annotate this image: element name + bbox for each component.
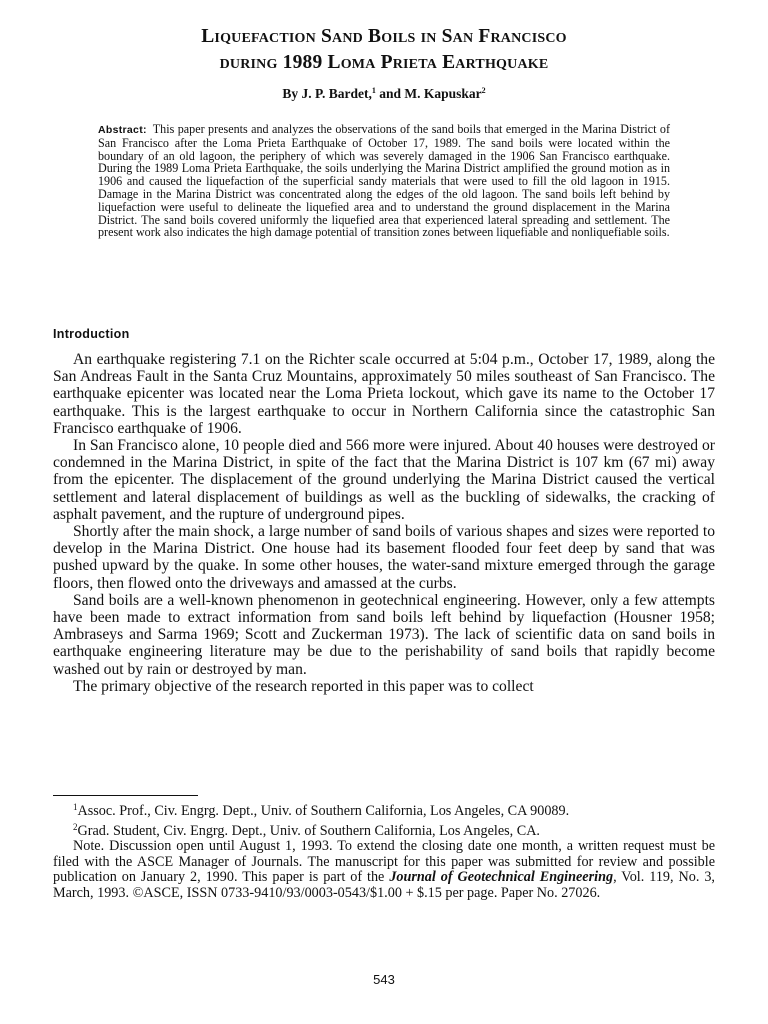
author-1-footnote-mark: 1 xyxy=(371,86,376,95)
title-line-2: during 1989 Loma Prieta Earthquake xyxy=(219,52,549,73)
abstract-label: Abstract: xyxy=(98,124,147,136)
footnote-2-mark: 2 xyxy=(73,821,78,832)
publication-note-details: , Vol. 119, No. 3, March, 1993. ©ASCE, ISSN 0733-9410/93/0003-0543/$1.00 + $.15 per page. Paper No. 27026. xyxy=(53,869,715,901)
body-paragraph: In San Francisco alone, 10 people died and 566 more were injured. About 40 houses were destroyed or condemned in the Marina District, in spite of the fact that the Marina District is 107 km (67 mi) away from the epicenter. The displacement of the ground underlying the Marina District caused the vertical settlement and lateral displacement of buildings as well as the buckling of sidewalks, the cracking of asphalt pavement, and the rupture of underground pipes. xyxy=(53,437,715,523)
footnote-1-text: Assoc. Prof., Civ. Engrg. Dept., Univ. of Southern California, Los Angeles, CA 90089. xyxy=(77,803,570,819)
body-paragraph: The primary objective of the research reported in this paper was to collect xyxy=(73,677,534,695)
body-paragraph: An earthquake registering 7.1 on the Richter scale occurred at 5:04 p.m., October 17, 1989, along the San Andreas Fault in the Santa Cruz Mountains, approximately 50 miles southeast of San Francisco. The earthquake epicenter was located near the Loma Prieta lockout, which gave its name to the October 17 earthquake. This is the largest earthquake to occur in Northern California since the catastrophic San Francisco earthquake of 1906. xyxy=(53,351,715,437)
author-1-name: By J. P. Bardet, xyxy=(282,86,372,101)
author-2-footnote-mark: 2 xyxy=(481,86,486,95)
title-line-1: Liquefaction Sand Boils in San Francisco xyxy=(201,26,567,47)
abstract-text: This paper presents and analyzes the observations of the sand boils that emerged in the Marina District of San Francisco after the Loma Prieta Earthquake of October 17, 1989. The sand boils were located within the boundary of an old lagoon, the periphery of which was severely damaged in the 1906 San Francisco earthquake. During the 1989 Loma Prieta Earthquake, the soils underlying the Marina District amplified the ground motion as in 1906 and caused the liquefaction of the superficial sandy materials that were used to fill the old lagoon in 1915. Damage in the Marina District was concentrated along the edges of the old lagoon. The sand boils left behind by liquefaction were useful to delineate the liquefied area and to understand the ground displacement in the Marina District. The sand boils covered uniformly the liquefied area that experienced lateral spreading and settlement. The present work also indicates the high damage potential of transition zones between liquefiable and nonliquefiable soils. xyxy=(98,122,670,240)
author-2-name: and M. Kapuskar xyxy=(375,86,482,101)
footnote-1 xyxy=(53,800,715,820)
page-number: 543 xyxy=(373,972,395,987)
journal-name: Journal of Geotechnical Engineering xyxy=(389,869,614,886)
footnotes xyxy=(53,800,715,902)
abstract xyxy=(98,123,670,239)
author-line xyxy=(70,86,698,102)
introduction-body xyxy=(53,351,715,695)
body-paragraph: Sand boils are a well-known phenomenon in geotechnical engineering. However, only a few attempts have been made to extract information from sand boils left behind by liquefaction (Housner 1958; Ambraseys and Sarma 1969; Scott and Zuckerman 1973). The lack of scientific data on sand boils in earthquake engineering literature may be due to the perishability of sand boils that rapidly become washed out by rain or destroyed by man. xyxy=(53,591,715,678)
section-heading-introduction: Introduction xyxy=(53,327,130,341)
footnote-divider xyxy=(53,795,198,796)
footnote-2 xyxy=(53,820,715,840)
paper-title xyxy=(70,24,698,76)
publication-note xyxy=(53,839,715,901)
publication-note-text: Note. Discussion open until August 1, 1993. To extend the closing date one month, a written request must be filed with the ASCE Manager of Journals. The manuscript for this paper was submitted for review and possible publication on January 2, 1990. This paper is part of the xyxy=(53,838,715,886)
footnote-1-mark: 1 xyxy=(73,802,78,812)
footnote-2-text: Grad. Student, Civ. Engrg. Dept., Univ. of Southern California, Los Angeles, CA. xyxy=(77,822,540,839)
body-paragraph: Shortly after the main shock, a large number of sand boils of various shapes and sizes were reported to develop in the Marina District. One house had its basement flooded four feet deep by sand that was pushed upward by the quake. In some other houses, the water-sand mixture emerged through the garage floors, then flowed onto the driveways and amassed at the curbs. xyxy=(53,523,715,592)
